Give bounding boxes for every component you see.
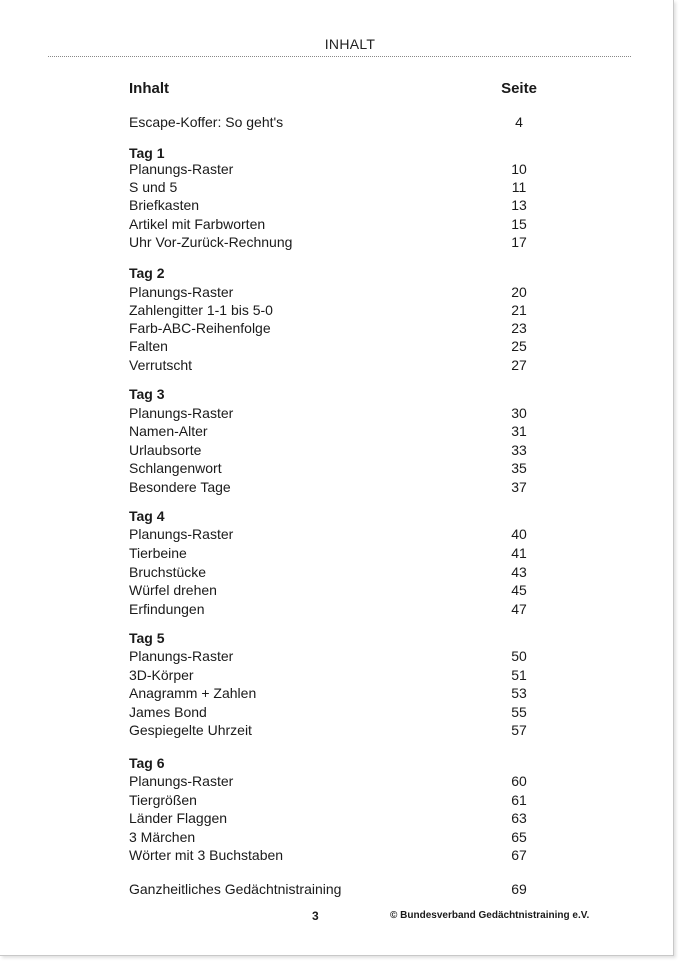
toc-entry[interactable] <box>129 160 559 178</box>
toc-entry-page: 23 <box>511 320 527 336</box>
toc-entry[interactable] <box>129 563 559 581</box>
day-6-title: Tag 6 <box>129 755 165 771</box>
toc-entry-page: 47 <box>511 601 527 617</box>
toc-entry[interactable] <box>129 846 559 864</box>
toc-entry-page: 60 <box>511 773 527 789</box>
toc-entry-page: 11 <box>511 179 527 195</box>
toc-entry-page: 25 <box>511 338 527 354</box>
toc-entry[interactable] <box>129 459 559 477</box>
toc-entry[interactable] <box>129 422 559 440</box>
toc-entry[interactable] <box>129 178 559 196</box>
toc-entry-page: 63 <box>511 810 527 826</box>
toc-entry-page: 51 <box>511 667 527 683</box>
toc-entry-label: Verrutscht <box>129 357 193 373</box>
day-1-title: Tag 1 <box>129 145 165 161</box>
footer-copyright: © Bundesverband Gedächtnistraining e.V. <box>390 910 590 921</box>
toc-entry-label: Tiergrößen <box>129 792 197 808</box>
toc-entry[interactable] <box>129 319 559 337</box>
toc-entry[interactable] <box>129 337 559 355</box>
toc-entry-page: 53 <box>511 685 527 701</box>
toc-entry-label: Planungs-Raster <box>129 648 234 664</box>
toc-entry[interactable] <box>129 196 559 214</box>
toc-entry[interactable] <box>129 600 559 618</box>
toc-entry-label: Planungs-Raster <box>129 405 234 421</box>
toc-entry-label: Länder Flaggen <box>129 810 228 826</box>
toc-entry[interactable] <box>129 809 559 827</box>
toc-page-heading: Seite <box>501 80 537 97</box>
day-3-title: Tag 3 <box>129 386 165 402</box>
toc-entry-label: Würfel drehen <box>129 582 217 598</box>
toc-entry-label: Tierbeine <box>129 545 187 561</box>
toc-entry-page: 21 <box>511 302 527 318</box>
toc-entry-page: 41 <box>511 545 527 561</box>
toc-entry-page: 55 <box>511 704 527 720</box>
toc-entry-label: 3D-Körper <box>129 667 194 683</box>
toc-entry[interactable] <box>129 647 559 665</box>
toc-entry[interactable] <box>129 404 559 422</box>
toc-entry[interactable] <box>129 828 559 846</box>
day-2-title: Tag 2 <box>129 265 165 281</box>
day-5-title: Tag 5 <box>129 630 165 646</box>
toc-entry[interactable] <box>129 441 559 459</box>
toc-entry-page: 45 <box>511 582 527 598</box>
toc-entry-label: Gespiegelte Uhrzeit <box>129 722 252 738</box>
toc-entry-label: Schlangenwort <box>129 460 222 476</box>
toc-entry-page: 20 <box>511 284 527 300</box>
toc-entry[interactable] <box>129 283 559 301</box>
toc-entry-label: Uhr Vor-Zurück-Rechnung <box>129 234 293 250</box>
toc-entry-page: 67 <box>511 847 527 863</box>
toc-entry-label: Wörter mit 3 Buchstaben <box>129 847 284 863</box>
toc-entry[interactable] <box>129 301 559 319</box>
toc-entry-label: Artikel mit Farbworten <box>129 216 266 232</box>
toc-entry-label: Escape-Koffer: So geht's <box>129 114 284 130</box>
toc-entry-outro[interactable] <box>129 880 559 898</box>
toc-entry-label: Falten <box>129 338 168 354</box>
toc-entry-page: 4 <box>515 114 523 130</box>
toc-entry[interactable] <box>129 684 559 702</box>
toc-entry-page: 57 <box>511 722 527 738</box>
toc-entry-page: 31 <box>511 423 527 439</box>
toc-entry-page: 30 <box>511 405 527 421</box>
running-header-title: INHALT <box>324 36 376 52</box>
toc-entry-page: 40 <box>511 526 527 542</box>
toc-entry-label: Planungs-Raster <box>129 526 234 542</box>
toc-entry-label: Planungs-Raster <box>129 773 234 789</box>
toc-entry[interactable] <box>129 772 559 790</box>
toc-entry[interactable] <box>129 703 559 721</box>
toc-entry-page: 69 <box>511 881 527 897</box>
toc-entry[interactable] <box>129 544 559 562</box>
toc-entry-page: 65 <box>511 829 527 845</box>
toc-entry-page: 43 <box>511 564 527 580</box>
toc-heading: Inhalt <box>129 80 169 97</box>
toc-entry-page: 10 <box>511 161 527 177</box>
toc-entry[interactable] <box>129 666 559 684</box>
toc-entry-page: 35 <box>511 460 527 476</box>
toc-entry-label: Farb-ABC-Reihenfolge <box>129 320 271 336</box>
toc-entry-page: 37 <box>511 479 527 495</box>
toc-entry-page: 27 <box>511 357 527 373</box>
toc-entry-page: 50 <box>511 648 527 664</box>
toc-entry[interactable] <box>129 356 559 374</box>
footer-page-number: 3 <box>312 909 319 923</box>
toc-entry-page: 15 <box>511 216 527 232</box>
toc-entry-label: Urlaubsorte <box>129 442 202 458</box>
header-divider <box>48 56 631 57</box>
toc-entry[interactable] <box>129 581 559 599</box>
toc-entry-label: S und 5 <box>129 179 178 195</box>
toc-entry-label: Briefkasten <box>129 197 200 213</box>
toc-entry-label: Zahlengitter 1-1 bis 5-0 <box>129 302 273 318</box>
toc-entry[interactable] <box>129 233 559 251</box>
toc-entry[interactable] <box>129 525 559 543</box>
toc-entry-page: 17 <box>511 234 527 250</box>
toc-entry-page: 13 <box>511 197 527 213</box>
toc-entry[interactable] <box>129 721 559 739</box>
toc-entry-label: 3 Märchen <box>129 829 196 845</box>
toc-entry-label: Planungs-Raster <box>129 161 234 177</box>
toc-entry[interactable] <box>129 478 559 496</box>
toc-entry-label: Namen-Alter <box>129 423 208 439</box>
toc-entry-intro[interactable] <box>129 113 559 131</box>
toc-entry-label: Erfindungen <box>129 601 205 617</box>
toc-entry-label: Planungs-Raster <box>129 284 234 300</box>
toc-entry-page: 61 <box>511 792 527 808</box>
toc-entry[interactable] <box>129 791 559 809</box>
toc-entry-label: Bruchstücke <box>129 564 207 580</box>
toc-entry-label: Besondere Tage <box>129 479 231 495</box>
toc-entry[interactable] <box>129 215 559 233</box>
toc-entry-label: Anagramm + Zahlen <box>129 685 257 701</box>
toc-entry-label: Ganzheitliches Gedächtnistraining <box>129 881 342 897</box>
day-4-title: Tag 4 <box>129 508 165 524</box>
toc-entry-page: 33 <box>511 442 527 458</box>
toc-entry-label: James Bond <box>129 704 207 720</box>
